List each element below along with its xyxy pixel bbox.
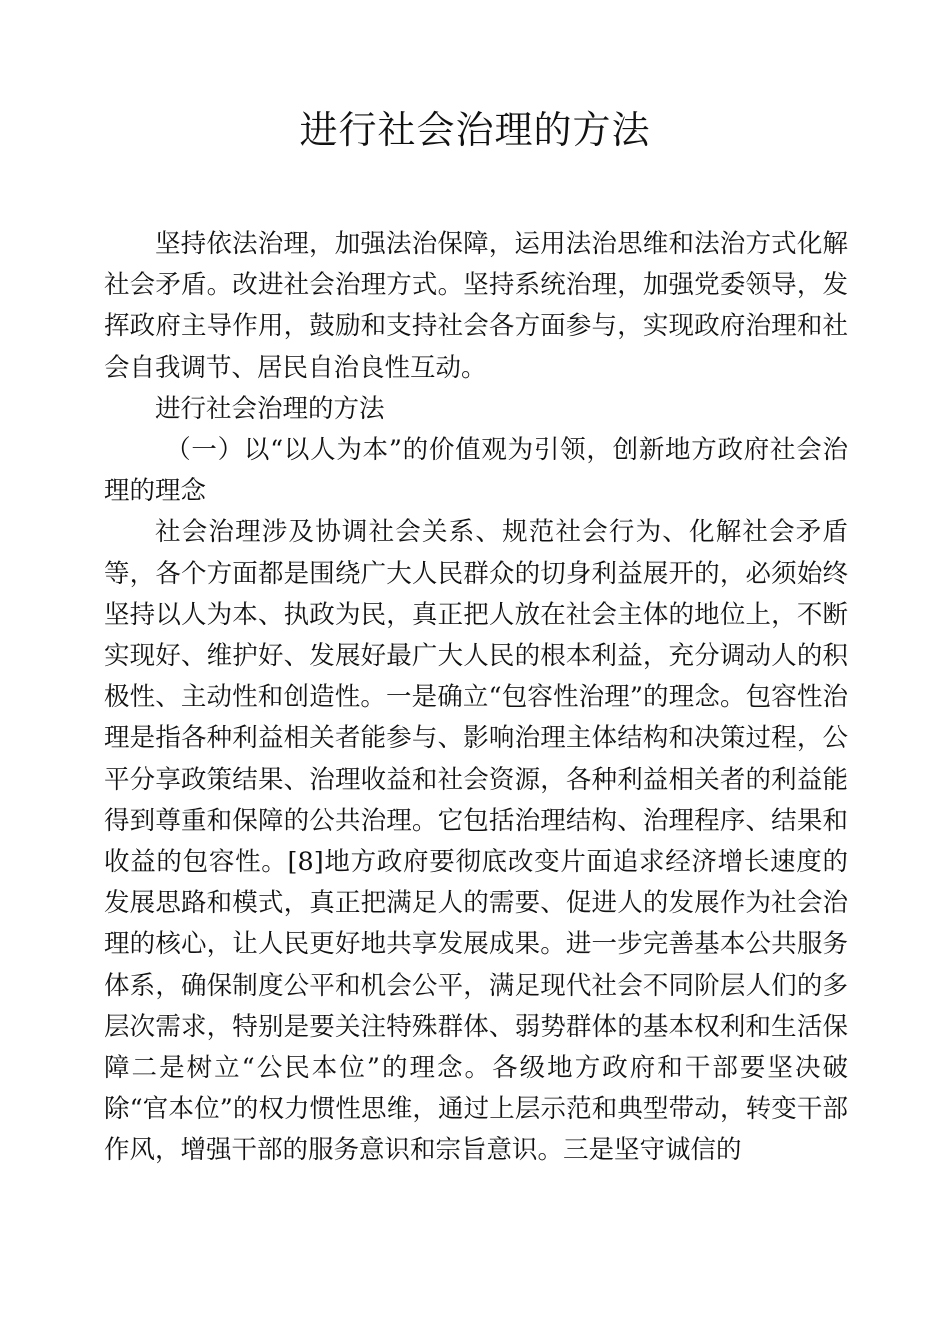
paragraph-subheading: （一）以“以人为本”的价值观为引领，创新地方政府社会治理的理念 xyxy=(104,435,848,507)
paragraph-intro: 坚持依法治理，加强法治保障，运用法治思维和法治方式化解社会矛盾。改进社会治理方式。坚持系统治理，加强党委领导，发挥政府主导作用，鼓励和支持社会各方面参与，实现政府治理和社会自我调节、居民自治良性互动。 xyxy=(104,229,848,383)
paragraph-main: 社会治理涉及协调社会关系、规范社会行为、化解社会矛盾等，各个方面都是围绕广大人民群众的切身利益展开的，必须始终坚持以人为本、执政为民，真正把人放在社会主体的地位上，不断实现好、维护好、发展好最广大人民的根本利益，充分调动人的积极性、主动性和创造性。一是确立“包容性治理”的理念。包容性治理是指各种利益相关者能参与、影响治理主体结构和决策过程，公平分享政策结果、治理收益和社会资源，各种利益相关者的利益能得到尊重和保障的公共治理。它包括治理结构、治理程序、结果和收益的包容性。[8]地方政府要彻底改变片面追求经济增长速度的发展思路和模式，真正把满足人的需要、促进人的发展作为社会治理的核心，让人民更好地共享发展成果。进一步完善基本公共服务体系，确保制度公平和机会公平，满足现代社会不同阶层人们的多层次需求，特别是要关注特殊群体、弱势群体的基本权利和生活保障二是树立“公民本位”的理念。各级地方政府和干部要坚决破除“官本位”的权力惯性思维，通过上层示范和典型带动，转变干部作风，增强干部的服务意识和宗旨意识。三是坚守诚信的 xyxy=(104,517,848,1166)
paragraph-section-heading: 进行社会治理的方法 xyxy=(155,393,385,424)
document-body xyxy=(104,224,848,1172)
page-title: 进行社会治理的方法 xyxy=(299,108,651,152)
